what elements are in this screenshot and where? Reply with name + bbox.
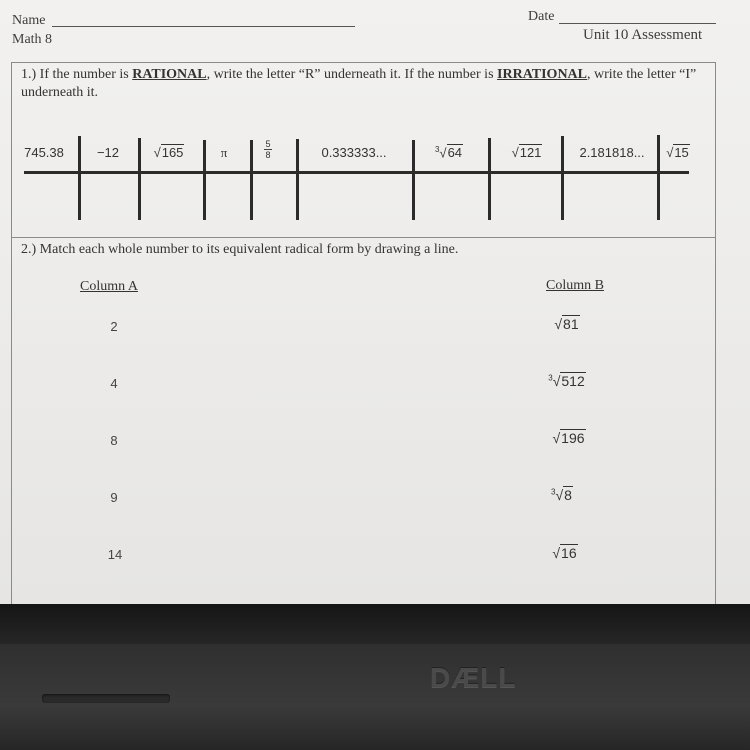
table-divider xyxy=(250,140,253,220)
column-b-header: Column B xyxy=(546,278,604,293)
radicand: 512 xyxy=(561,373,585,389)
radicand: 196 xyxy=(561,430,585,446)
number-cell: 0.333333... xyxy=(321,145,387,160)
radicand: 81 xyxy=(563,316,579,332)
table-horizontal-rule xyxy=(24,171,689,174)
column-a-item: 2 xyxy=(110,319,118,334)
radicand: 121 xyxy=(519,145,542,160)
date-blank-line xyxy=(559,23,716,24)
column-a-item: 8 xyxy=(110,433,118,448)
column-b-item: √16 xyxy=(552,545,577,561)
table-divider xyxy=(488,138,491,220)
number-cell: √165 xyxy=(153,145,184,160)
table-divider xyxy=(561,136,564,220)
dell-logo: DÆLL xyxy=(430,662,517,693)
radicand: 16 xyxy=(561,545,577,561)
number-cell: 745.38 xyxy=(24,145,64,160)
fraction-numerator: 5 xyxy=(265,139,271,149)
question-1-prompt xyxy=(21,66,711,102)
name-label: Name xyxy=(12,13,46,28)
number-cell: π xyxy=(220,145,228,160)
irrational-keyword: IRRATIONAL xyxy=(497,67,588,82)
fraction-denominator: 8 xyxy=(265,150,271,160)
bezel-slot xyxy=(42,694,170,703)
number-cell: $^3$√64 xyxy=(434,145,463,161)
table-divider xyxy=(203,140,206,220)
radicand: 165 xyxy=(161,145,184,160)
q1-text-part2: , write the letter “R” underneath it. If the number is xyxy=(206,67,498,82)
number-cell: √15 xyxy=(666,145,689,160)
q1-text-part1: 1.) If the number is xyxy=(21,67,133,82)
name-blank-line xyxy=(52,26,355,27)
root-index: 3 xyxy=(551,487,556,497)
bezel-top-edge xyxy=(0,604,750,644)
table-divider xyxy=(657,135,660,220)
number-cell: √121 xyxy=(511,145,542,160)
column-b-item: √196 xyxy=(552,430,585,446)
column-a-item: 4 xyxy=(110,376,118,391)
root-index: 3 xyxy=(434,145,440,154)
column-b-item: $^3$√8 xyxy=(551,487,572,503)
q1-text-part3: , write the letter “I” underneath it. xyxy=(21,67,697,100)
column-a-header: Column A xyxy=(80,279,138,294)
radicand: 8 xyxy=(564,487,572,503)
number-cell: −12 xyxy=(96,145,120,160)
question-2-prompt: 2.) Match each whole number to its equivalent radical form by drawing a line. xyxy=(21,242,459,257)
table-divider xyxy=(78,136,81,220)
column-a-item: 9 xyxy=(110,490,118,505)
radicand: 64 xyxy=(447,145,463,161)
number-cell: 2.181818... xyxy=(579,145,645,160)
table-divider xyxy=(138,138,141,220)
column-b-item: √81 xyxy=(554,316,579,332)
date-label: Date xyxy=(528,9,555,24)
assessment-title: Unit 10 Assessment xyxy=(583,27,703,43)
course-label: Math 8 xyxy=(12,32,53,47)
table-divider xyxy=(296,139,299,220)
radicand: 15 xyxy=(674,145,689,160)
table-divider xyxy=(412,140,415,220)
monitor-bezel xyxy=(0,604,750,750)
column-a-item: 14 xyxy=(107,547,123,562)
column-b-item: $^3$√512 xyxy=(548,373,585,389)
fraction-cell xyxy=(258,139,278,160)
rational-keyword: RATIONAL xyxy=(132,67,207,82)
root-index: 3 xyxy=(548,373,553,383)
